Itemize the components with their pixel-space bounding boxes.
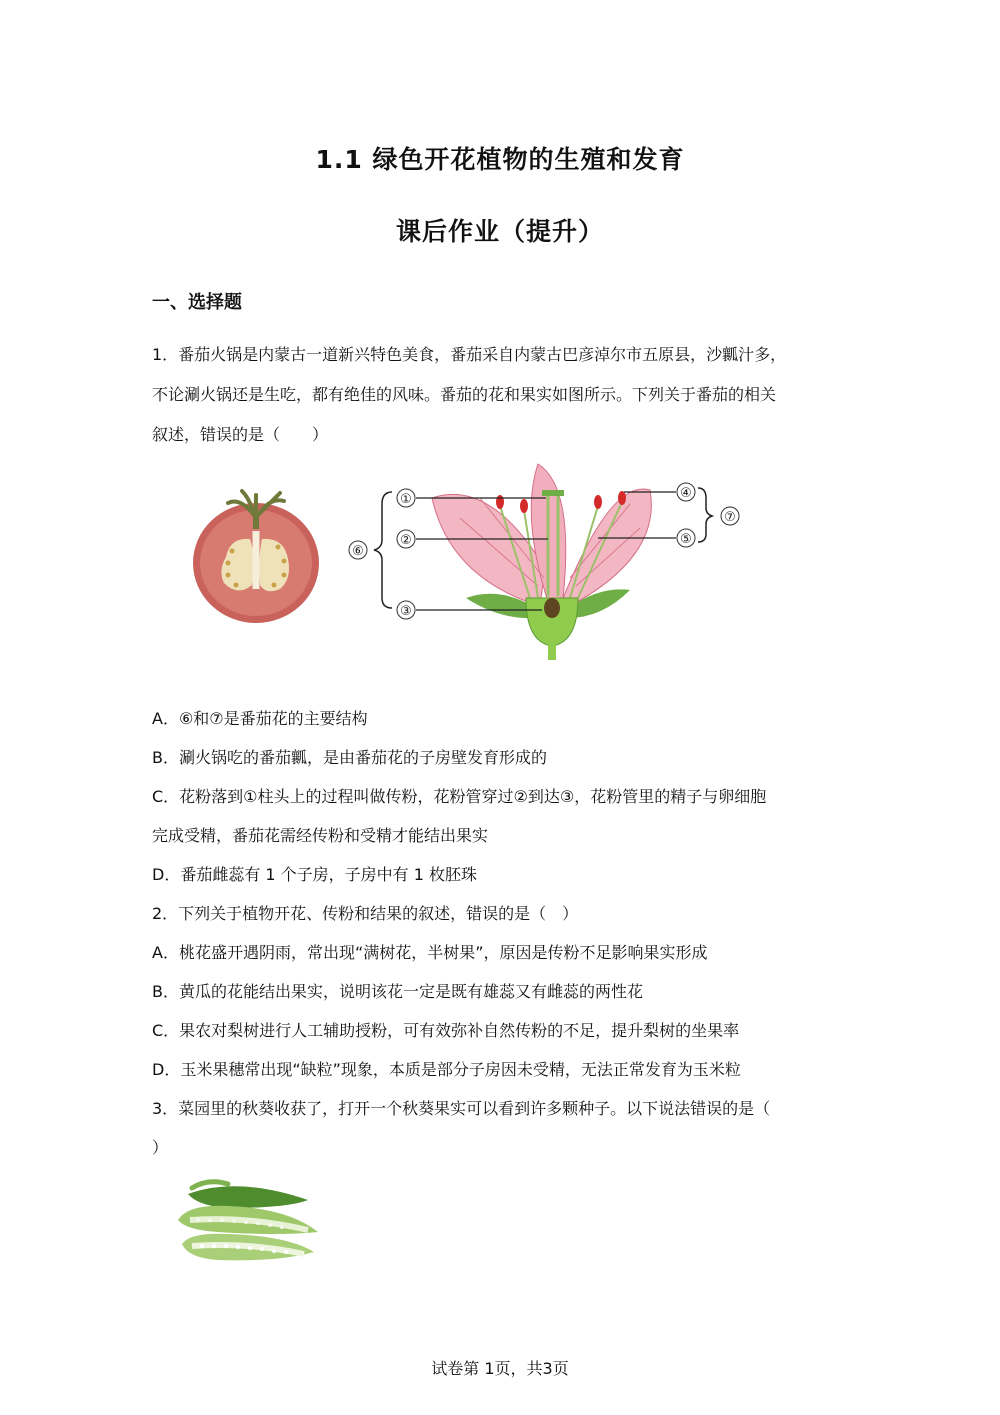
label-1: ① [400, 492, 412, 507]
page-title: 1.1 绿色开花植物的生殖和发育 [315, 145, 685, 174]
label-5: ⑤ [680, 532, 692, 547]
q1-option-d: D．番茄雌蕊有 1 个子房，子房中有 1 枚胚珠 [152, 865, 478, 884]
tomato-flower-structure-diagram [340, 458, 760, 663]
q1-option-b: B．涮火锅吃的番茄瓤，是由番茄花的子房壁发育形成的 [152, 748, 547, 767]
label-3: ③ [400, 604, 412, 619]
okra-fruit-image [168, 1174, 323, 1269]
q1-option-c-line1: C．花粉落到①柱头上的过程叫做传粉，花粉管穿过②到达③，花粉管里的精子与卵细胞 [152, 787, 767, 806]
q1-stem-line1: 1．番茄火锅是内蒙古一道新兴特色美食，番茄采自内蒙古巴彦淖尔市五原县，沙瓤汁多， [152, 345, 787, 364]
q1-stem-line3: 叙述，错误的是（ ） [152, 425, 329, 444]
page-subtitle: 课后作业（提升） [395, 217, 604, 246]
label-7: ⑦ [724, 510, 736, 525]
tomato-cross-section-image [188, 485, 328, 630]
q1-option-c-line2: 完成受精，番茄花需经传粉和受精才能结出果实 [152, 826, 489, 845]
section-heading: 一、选择题 [152, 292, 242, 313]
q3-stem-line1: 3．菜园里的秋葵收获了，打开一个秋葵果实可以看到许多颗种子。以下说法错误的是（ [152, 1099, 771, 1118]
q1-option-a: A．⑥和⑦是番茄花的主要结构 [152, 709, 368, 728]
q2-stem: 2．下列关于植物开花、传粉和结果的叙述，错误的是（ ） [152, 904, 579, 923]
q2-option-c: C．果农对梨树进行人工辅助授粉，可有效弥补自然传粉的不足，提升梨树的坐果率 [152, 1021, 740, 1040]
q1-stem-line2: 不论涮火锅还是生吃，都有绝佳的风味。番茄的花和果实如图所示。下列关于番茄的相关 [152, 385, 777, 404]
q2-option-a: A．桃花盛开遇阴雨，常出现“满树花，半树果”，原因是传粉不足影响果实形成 [152, 943, 708, 962]
q2-option-b: B．黄瓜的花能结出果实，说明该花一定是既有雄蕊又有雌蕊的两性花 [152, 982, 643, 1001]
label-2: ② [400, 533, 412, 548]
page-footer: 试卷第 1页，共3页 [431, 1359, 569, 1378]
label-4: ④ [680, 486, 692, 501]
q3-stem-line2: ） [152, 1138, 169, 1157]
q2-option-d: D．玉米果穗常出现“缺粒”现象，本质是部分子房因未受精，无法正常发育为玉米粒 [152, 1060, 741, 1079]
label-6: ⑥ [352, 544, 364, 559]
